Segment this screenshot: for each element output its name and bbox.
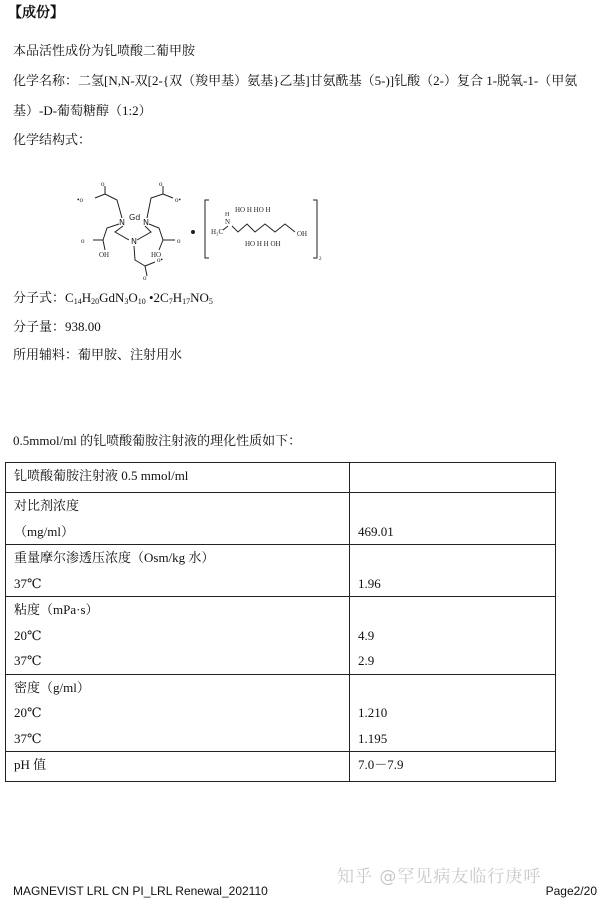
chemical-name-line2: 基）-D-葡萄糖醇（1:2） — [13, 103, 152, 118]
svg-text:N: N — [225, 218, 231, 226]
section-heading: 【成份】 — [8, 5, 64, 21]
svg-text:HO H HO H: HO H HO H — [235, 206, 271, 214]
density-20c-value: 1.210 — [358, 705, 388, 720]
table-header-value — [358, 463, 555, 492]
molecular-weight: 分子量：938.00 — [13, 319, 101, 334]
svg-text:HO: HO — [151, 251, 162, 259]
svg-text:N: N — [131, 237, 137, 246]
svg-text:o: o — [177, 237, 181, 245]
svg-text:N: N — [143, 218, 149, 227]
viscosity-37c-value: 2.9 — [358, 653, 375, 668]
structure-label: 化学结构式： — [13, 132, 92, 147]
density-37c-value: 1.195 — [358, 730, 388, 746]
footer-document-id: MAGNEVIST LRL CN PI_LRL Renewal_202110 — [13, 884, 268, 898]
svg-text:OH: OH — [99, 251, 110, 259]
svg-text:o: o — [101, 180, 105, 188]
table-row-viscosity: 粘度（mPa·s） 20℃ 37℃ 4.9 2.9 — [6, 597, 556, 675]
table-row-density: 密度（g/ml） 20℃ 37℃ 1.210 1.195 — [6, 674, 556, 752]
svg-text:H₃C: H₃C — [211, 228, 224, 236]
table-header-row — [6, 463, 556, 493]
svg-text:o•: o• — [157, 256, 163, 264]
contrast-concentration-value: 469.01 — [358, 523, 394, 539]
footer-page-number: Page2/20 — [545, 884, 597, 898]
chemical-structure-image — [75, 180, 335, 280]
molecular-formula: 分子式：$C_{14}H_{20}GdN_3O_{10}$ $•2C_7H_{17}NO_5$ — [13, 290, 213, 306]
table-header-label: 钆喷酸葡胺注射液 0.5 mmol/ml — [14, 468, 189, 483]
active-ingredient: 本品活性成份为钆喷酸二葡甲胺 — [13, 43, 196, 58]
svg-text:HO H H OH: HO H H OH — [245, 240, 281, 248]
svg-text:o: o — [159, 180, 163, 188]
svg-text:Gd: Gd — [129, 213, 141, 222]
svg-text:o: o — [143, 274, 147, 280]
viscosity-20c-value: 4.9 — [358, 627, 375, 643]
svg-text:H: H — [225, 212, 230, 218]
svg-text:N: N — [119, 218, 125, 227]
svg-text:•o: •o — [77, 196, 83, 204]
svg-text:2: 2 — [319, 257, 322, 262]
svg-text:o•: o• — [175, 196, 181, 204]
watermark: 知乎 @罕见病友临行庚呼 — [337, 867, 542, 887]
table-intro: 0.5mmol/ml 的钆喷酸葡胺注射液的理化性质如下： — [13, 433, 302, 448]
table-row-ph: pH 值 7.0－7.9 — [6, 752, 556, 782]
chemical-name-line1: 化学名称：二氢[N,N-双[2-{双（羧甲基）氨基}乙基]甘氨酰基（5-)]钆酸（2-）复合 1-脱氧-1-（甲氨 — [13, 73, 578, 88]
table-row-contrast-concentration: 对比剂浓度 （mg/ml） 469.01 — [6, 493, 556, 545]
properties-table — [5, 462, 556, 782]
osmolality-value: 1.96 — [358, 575, 381, 591]
table-row-osmolality: 重量摩尔渗透压浓度（Osm/kg 水） 37℃ 1.96 — [6, 545, 556, 597]
ph-value: 7.0－7.9 — [358, 757, 404, 772]
svg-text:o: o — [81, 237, 85, 245]
svg-text:OH: OH — [297, 230, 308, 238]
excipients: 所用辅料：葡甲胺、注射用水 — [13, 347, 183, 362]
